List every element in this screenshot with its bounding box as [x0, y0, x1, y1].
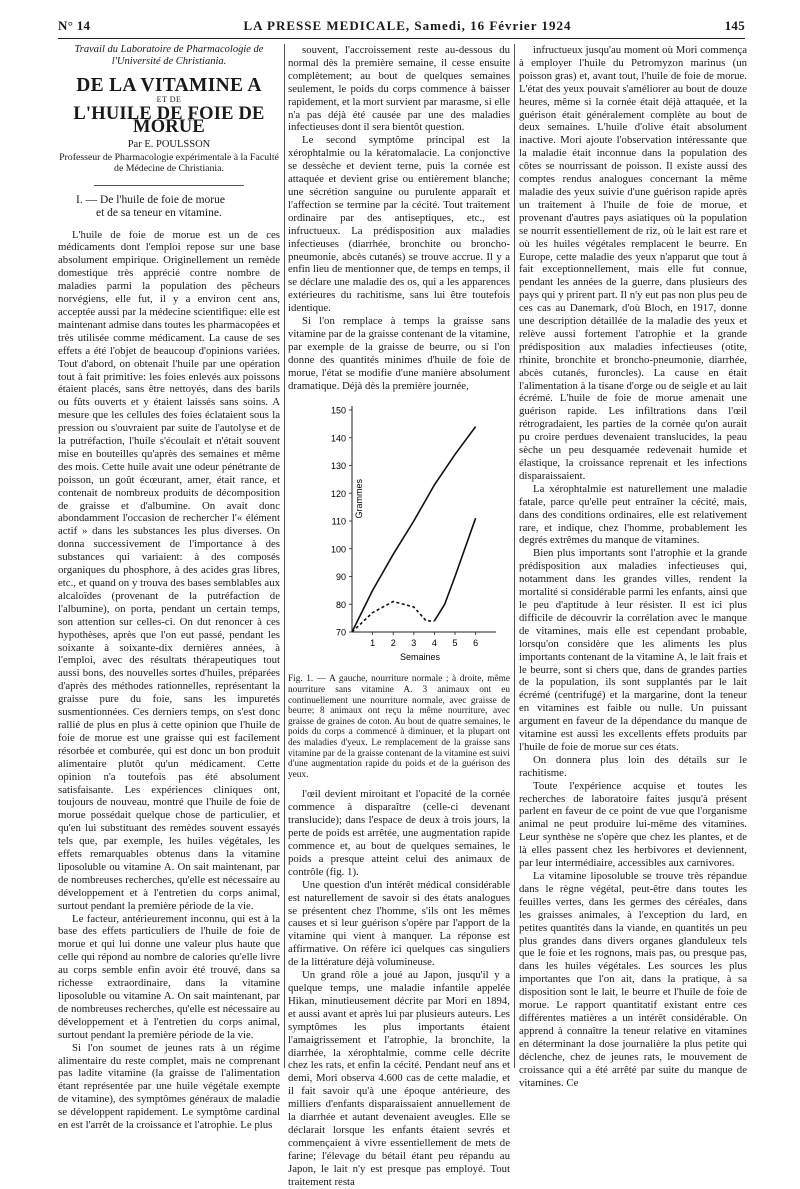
y-tick-label: 90	[335, 572, 346, 583]
series-line-deficient-recovery	[434, 519, 475, 622]
page-number: 145	[724, 18, 745, 33]
column-2	[288, 44, 510, 1188]
issue-number: N° 14	[58, 18, 91, 33]
paragraph: l'œil devient miroitant et l'opacité de la cornée commence à disparaître (celle-ci devenant translucide); dans l'espace de deux à trois jours, la perte de poids est arrêtée, une augmentation rapide commence et, au bout de quelques semaines, le poids a presque atteint celui des animaux de contrôle (fig. 1).	[288, 788, 510, 878]
article-title-line-2: L'HUILE DE FOIE DE MORUE	[73, 103, 265, 137]
paragraph: souvent, l'accroissement reste au-dessous du normal dès la première semaine, il cesse ensuite complètement; au bout de quelques semaines seulement, le poids du corps commence à baisser rapidement, et la mort survient par marasme, si elle n'a pas déjà été causée par une des maladies infectieuses dont il sera bientôt question.	[288, 44, 510, 134]
paragraph: Le second symptôme principal est la xérophtalmie ou la kératomalacie. La conjonctive se dessèche et devient terne, puis la cornée est attaquée et devient grise ou entièrement blanche; une sécrétion sanguine ou purulente apparaît et l'affection se termine par la cécité. Tout traitement ordinaire par des antiseptiques, etc., est infructueux. La prédisposition aux maladies infectieuses (diarrhée, bronchite ou broncho-pneumonie, abcès cutanés) se trouve accrue. Il y a enfin lieu de mentionner que, de temps en temps, il se déclare une maladie des os, qui a les apparences extérieures du rachitisme, sans lui être toutefois identique.	[288, 134, 510, 315]
x-tick-label: 6	[473, 638, 479, 649]
y-tick-label: 130	[330, 461, 346, 472]
article-title-line-1: DE LA VITAMINE A	[76, 75, 262, 96]
paragraph: Si l'on soumet de jeunes rats à un régime alimentaire du reste complet, mais ne comprenant pas ladite vitamine (la graisse de l'alimentation étant représentée par une huile végétale exempte de vitamine), des symptômes généraux de maladie se développent rapidement. Le symptôme cardinal en est l'arrêt de la croissance et l'atrophie. Le plus	[58, 1041, 280, 1132]
x-tick-label: 5	[452, 638, 458, 649]
y-tick-label: 80	[335, 600, 346, 611]
y-tick-label: 110	[331, 516, 346, 527]
title-divider	[94, 185, 244, 186]
series-line-normal	[352, 427, 476, 632]
y-tick-label: 140	[330, 433, 346, 444]
y-tick-label: 100	[330, 544, 346, 555]
caption-text: Fig. 1. — A gauche, nourriture normale ; à droite, même nourriture sans vitamine A. 3 animaux ont eu continuellement une nourriture normale, avec graisse de beurre; 8 animaux ont reçu la même nourriture, avec graisse de graines de coton. Au bout de quatre semaines, le poids du corps a commencé à diminuer, et la plupart ont des maladies d'yeux. Le remplacement de la graisse sans vitamine par de la graisse contenant de la vitamine est suivi d'une augmentation rapide du poids et de la guérison des yeux.	[288, 674, 510, 780]
paragraph: Bien plus importants sont l'atrophie et la grande prédisposition aux maladies infectieuses qui, notamment dans les grandes villes, rendent la mortalité si considérable parmi les enfants, ainsi que le peu d'aptitude à leur résister. Il est ici plus difficile de découvrir la corrélation avec le manque de vitamines, mais elle est cependant probable, lorsqu'on considère que les aliments les plus importants contenant de la vitamine A, le lait frais et le beurre, sont si chers que, dans de grandes parties de la population, ils sont supplantés par le lait écrémé (centrifugé) et la margarine, dont la teneur en vitamines est faible ou nulle. Un puissant argument en faveur de la dépendance du manque de vitamine est aussi les excellents effets produits par l'huile de foie de morue sur ces états.	[519, 547, 747, 753]
author-affiliation: Professeur de Pharmacologie expérimentale à la Faculté de Médecine de Christiania.	[59, 151, 279, 175]
y-tick-label: 120	[330, 489, 346, 500]
column-separator	[284, 44, 285, 1068]
paragraph: infructueux jusqu'au moment où Mori commença à employer l'huile du Petromyzon marinus (un poisson gras) et, avant tout, l'huile de foie de morue. L'état des yeux pouvait s'améliorer au bout de douze heures, même si la cornée était déjà attaquée, et la guérison était généralement complète au bout de deux semaines. L'huile d'olive était absolument inactive. Mori ajoute l'observation intéressante que la maladie était inconnue dans la population des côtes se nourrissant de poisson. Il existe aussi des comptes rendus analogues concernant la même maladie des yeux suivie d'une guérison rapide après un traitement à l'huile de foie de morue, et provenant d'autres pays asiatiques où la population se nourrit essentiellement de riz, où le lait est rare et où les huiles végétales remplacent le beurre. En Europe, cette maladie des yeux n'apparut que tout à fait exceptionnellement, mais elle fut connue, pendant les années de la guerre, dans plusieurs des pays qui y prirent part. Il n'y eut pas non plus peu de ces cas au Danemark, d'où Bloch, en 1917, donne une description détaillée de la maladie des yeux et relève aussi fortement l'atrophie et la grande prédisposition aux maladies infectieuses (otite, rhinite, bronchite et broncho-pneumonie, diarrhée, abcès cutanés, furoncles). La cause en était l'alimentation à la tisane d'orge ou de seigle et au lait écrémé. L'huile de foie de morue amenait une guérison rapide. Les infiltrations dans l'œil rétrogradaient, les parties de la cornée qu'on aurait pu croire perdues devenaient translucides, la peau sèche un peu desquamée redevenait humide et élastique, la croissance reprenait et les infections disparaissaient.	[519, 44, 747, 482]
article-title-conjunction: ET DE	[156, 94, 182, 104]
header-rule	[58, 38, 745, 39]
x-axis-label: Semaines	[399, 652, 441, 663]
page-header	[58, 16, 745, 36]
section-heading-line-1: I. — De l'huile de foie de morue	[76, 193, 225, 206]
paragraph: On donnera plus loin des détails sur le rachitisme.	[519, 753, 747, 779]
y-axis-label: Grammes	[354, 479, 364, 520]
figure-1	[288, 400, 510, 670]
column-separator	[514, 44, 515, 1068]
column-3	[519, 44, 747, 1089]
growth-chart	[288, 400, 510, 670]
figure-caption	[288, 674, 510, 780]
section-heading-line-2: et de sa teneur en vitamine.	[96, 207, 222, 220]
x-tick-label: 1	[370, 638, 376, 649]
y-tick-label: 150	[330, 405, 346, 416]
paragraph: Toute l'expérience acquise et toutes les recherches de laboratoire faites jusqu'à présent parlent en faveur de ce point de vue que l'organisme animal ne peut produire lui-même des vitamines. Leur synthèse ne s'opère que chez les plantes, et de là elles passent chez les herbivores et deviennent, par leur intermédiaire, accessibles aux carnivores.	[519, 779, 747, 870]
paragraph: Un grand rôle a joué au Japon, jusqu'il y a quelque temps, une maladie infantile appelée Hikan, minutieusement décrite par Mori en 1894, et aussi avant et après lui par plusieurs auteurs. Les symptômes les plus importants étaient l'amaigrissement et l'atrophie, la bronchite, la diarrhée, la xérophtalmie, comme celle décrite chez les rats, et enfin la cécité. Pendant neuf ans et demi, Mori observa 4.600 cas de cette maladie, et il fait savoir qu'à une époque antérieure, des milliers d'enfants disparaissaient annuellement de la diarrhée et autant devenaient aveugles. Elle se déclarait lorsque les enfants étaient sevrés et commençaient à vivre essentiellement de mets de farine; l'élevage du bétail étant peu répandu au Japon, le lait n'y est presque pas employé. Tout traitement resta	[288, 969, 510, 1188]
column-1	[58, 44, 280, 1132]
paragraph: La vitamine liposoluble se trouve très répandue dans le règne végétal, peut-être dans toutes les feuilles vertes, dans les germes des céréales, dans les graisses animales, à l'exception du lard, en petites quantités dans la viande, en quantités un peu plus grandes dans divers organes glanduleux tels que le foie et les rognons, mais pas, ou presque pas, dans les huiles végétales. Les sources les plus importantes que l'on ait, dans la pratique, à sa disposition sont le lait, le beurre et l'huile de foie de morue. Le rapport quantitatif existant entre ces différentes matières a un intérêt considérable. On apprend à connaître la teneur relative en vitamines en déterminant la dose journalière la plus petite qui déclenche, chez de jeunes rats, le mouvement de croissance qui a été arrêté par suite du manque de vitamines. Ce	[519, 870, 747, 1089]
section-heading	[76, 194, 280, 221]
laboratory-note: Travail du Laboratoire de Pharmacologie de l'Université de Christiania.	[74, 44, 264, 67]
paragraph: Le facteur, antérieurement inconnu, qui est à la base des effets particuliers de l'huile de foie de morue et qui lui donne une valeur plus haute que celle qui répond au nombre de calories qu'elle livre au corps semble enfin avoir été trouvé, dans sa richesse extraordinaire, dans la vitamine liposoluble ou vitamine A. On sait maintenant, par de nombreuses recherches, qu'elle est nécessaire au développement et à l'entretien du corps animal, surtout pendant la première période de la vie.	[58, 912, 280, 1041]
paragraph: La xérophtalmie est naturellement une maladie fatale, parce qu'elle peut entraîner la cécité, mais, dans des conditions ordinaires, elle est relativement rare, et indique, chez l'homme, probablement les degrés extrêmes du manque de vitamines.	[519, 482, 747, 547]
journal-title-date: LA PRESSE MEDICALE, Samedi, 16 Février 1924	[243, 18, 572, 33]
paragraph: Si l'on remplace à temps la graisse sans vitamine par de la graisse contenant de la vitamine, par exemple de la graisse de beurre, ou si l'on donne des quantités minimes d'huile de foie de morue, l'état se modifie d'une manière absolument dramatique. Déjà dès la première journée,	[288, 315, 510, 392]
paragraph: Une question d'un intérêt médical considérable est naturellement de savoir si des états analogues se présentent chez l'homme, s'ils ont les mêmes causes et si leur guérison s'opère par l'apport de la vitamine qui vient à manquer. La réponse est affirmative. On réfère ici quelques cas singuliers de la littérature déjà volumineuse.	[288, 878, 510, 969]
x-tick-label: 2	[390, 638, 396, 649]
paragraph: L'huile de foie de morue est un de ces médicaments dont l'emploi repose sur une base absolument empirique. Originellement un remède domestique très apprécié contre nombre de maladies parmi la population des pêcheurs norvégiens, elle fut, il y a environ cent ans, acceptée aussi par la médecine scientifique: elle est maintenant admise dans toutes les pharmacopées et très utilisée comme médicament. La cause de ses effets a été l'objet de beaucoup d'opinions variées. Tout d'abord, on obtenait l'huile par une opération tout à fait primitive: les foies enlevés aux poissons étaient placés, sans être nettoyés, dans des barils ou fûts ouverts et y étaient laissés sans soins. A mesure que les cellules des foies éclataient sous la pression ou s'ouvraient par suite de l'autolyse et de la putréfaction, l'huile s'écoulait et n'était souvent mise en bouteilles qu'après des semaines et même des mois. Cette huile avait une odeur pénétrante de poisson, un goût écœurant, amer, était rance, et contenait de nombreux produits de décomposition de graisse et d'albumine. On avait donc abondamment l'occasion de rechercher l'« élément actif » dans les substances les plus diverses. On donna successivement de l'importance à des substances qui variaient: à des composés organiques du phosphore, à des acides gras libres, etc., et quand on y trouva des bases semblables aux alcaloïdes (provenant de la putréfaction de l'albumine), on porta, pendant un certain temps, son attention sur celles-ci. On dut renoncer à ces hypothèses, après que l'on eut passé, pendant les soixante à soixante-dix dernières années, à l'emploi, avec des résultats thérapeutiques tout aussi bons, des nouvelles sortes d'huiles, préparées d'après des méthodes rationnelles, représentant la graisse pure du foie, sans les impuretés susmentionnées. Ces derniers temps, on s'est donc rallié de plus en plus à cette opinion que l'huile de foie de morue est une graisse qui est facilement résorbée et comburée, qui est donc un bon produit alimentaire plutôt qu'un médicament. Cette opinion n'a toutefois pas été absolument satisfaisante. Les expériences cliniques ont, toujours de nouveau, montré que l'huile de foie de morue possédait quelque chose de particulier, et qu'en lui substituant des remèdes souvent essayés tels que, par exemple, les huiles végétales, les effets remarquables obtenus dans la vitamine liposoluble ou vitamine A. On sait maintenant, par de nombreuses recherches, qu'elle est nécessaire au développement et à l'entretien du corps animal, surtout pendant la première période de la vie.	[58, 228, 280, 912]
author: Par E. POULSSON	[127, 138, 211, 150]
x-tick-label: 3	[411, 638, 417, 649]
y-tick-label: 70	[335, 627, 346, 638]
x-tick-label: 4	[431, 638, 437, 649]
